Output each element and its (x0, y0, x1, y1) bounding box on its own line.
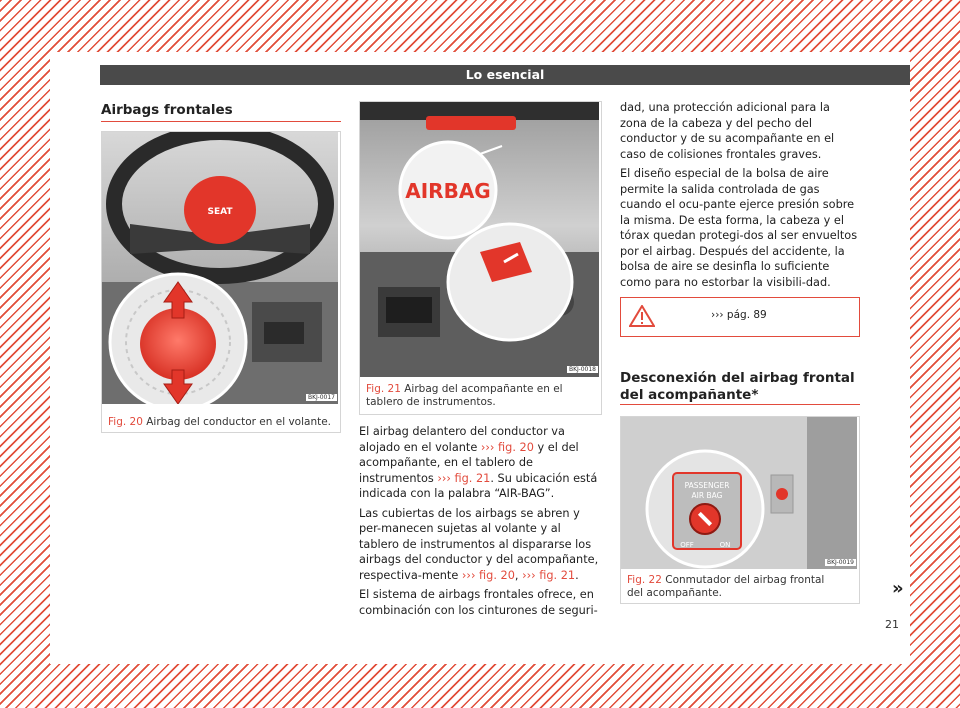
switch-off-label: OFF (680, 541, 694, 549)
switch-on-label: ON (719, 541, 731, 549)
middle-body-text (359, 424, 604, 622)
switch-label-line1: PASSENGER (684, 481, 730, 490)
page-header: Lo esencial (100, 65, 910, 85)
section-rule (620, 404, 860, 405)
switch-label-line2: AIR BAG (691, 491, 723, 500)
figure-21-caption (366, 383, 594, 409)
figure-21 (359, 101, 602, 415)
airbag-switch-illustration (621, 417, 857, 569)
section-title-line: del acompañante* (620, 387, 759, 403)
figure-code: BKJ-0019 (826, 559, 854, 566)
paragraph (359, 506, 604, 584)
paragraph (359, 424, 604, 502)
section-title-line: Desconexión del airbag frontal (620, 370, 855, 386)
text-run: y el del acompañante, en el tablero de instrumentos (359, 440, 579, 485)
figure-caption-text: Airbag del acompañante en el tablero de instrumentos. (366, 383, 563, 408)
figure-22-caption (627, 574, 837, 600)
warning-page-ref[interactable]: ››› pág. 89 (711, 309, 767, 321)
page-number: 21 (885, 618, 899, 631)
paragraph: dad, una protección adicional para la zona de la cabeza y del pecho del conductor y de su acompañante en el caso de colisiones frontales graves. (620, 101, 835, 161)
airbag-label: AIRBAG (405, 179, 491, 203)
section-title-airbags-frontales: Airbags frontales (101, 102, 233, 118)
figure-code: BKJ-0017 (307, 394, 335, 401)
right-body-text (620, 100, 860, 294)
section-title-desconexion (620, 370, 860, 404)
paragraph: El diseño especial de la bolsa de aire permite la salida controlada de gas cuando el ocu-pante ejerce presión sobre la misma. De esta forma, la cabeza y el tórax quedan protegi-dos al ser envueltos por el airbag. Después del accidente, la bolsa de aire se desinfla lo suficiente como para no estorbar la visibili-dad. (620, 167, 858, 289)
passenger-airbag-illustration (360, 102, 599, 377)
paragraph: El sistema de airbags frontales ofrece, en combinación con los cinturones de seguri- (359, 588, 598, 617)
continue-marker: » (892, 578, 904, 599)
figure-number: Fig. 20 (108, 416, 143, 428)
figure-caption-text: Conmutador del airbag frontal del acompañante. (627, 574, 825, 599)
text-run: , (514, 568, 523, 582)
figure-number: Fig. 21 (366, 383, 401, 395)
text-run: Las cubiertas de los airbags se abren y per-manecen sujetas al volante y al tablero de instrumentos al dispararse los airbags del conductor y del acompañante, respectiva-mente (359, 506, 599, 582)
section-rule (101, 121, 341, 122)
text-run: . (575, 568, 579, 582)
page (50, 52, 910, 664)
figure-ref-link[interactable]: ››› fig. 20 (461, 568, 515, 582)
figure-ref-link[interactable]: ››› fig. 20 (480, 440, 534, 454)
figure-20-caption (108, 416, 334, 429)
figure-ref-link[interactable]: ››› fig. 21 (437, 471, 491, 485)
warning-triangle-icon (629, 305, 655, 327)
driver-airbag-illustration (102, 132, 338, 404)
text-run: El airbag delantero del conductor va alojado en el volante (359, 425, 565, 454)
figure-code: BKJ-0018 (568, 366, 596, 373)
figure-ref-link[interactable]: ››› fig. 21 (522, 568, 576, 582)
figure-22 (620, 416, 860, 604)
warning-box (620, 297, 860, 337)
figure-20 (101, 131, 341, 433)
text-run: . Su ubicación está indicada con la palabra “AIR-BAG”. (359, 471, 598, 500)
figure-caption-text: Airbag del conductor en el volante. (146, 416, 332, 428)
seat-logo: SEAT (207, 207, 233, 217)
figure-number: Fig. 22 (627, 574, 662, 586)
